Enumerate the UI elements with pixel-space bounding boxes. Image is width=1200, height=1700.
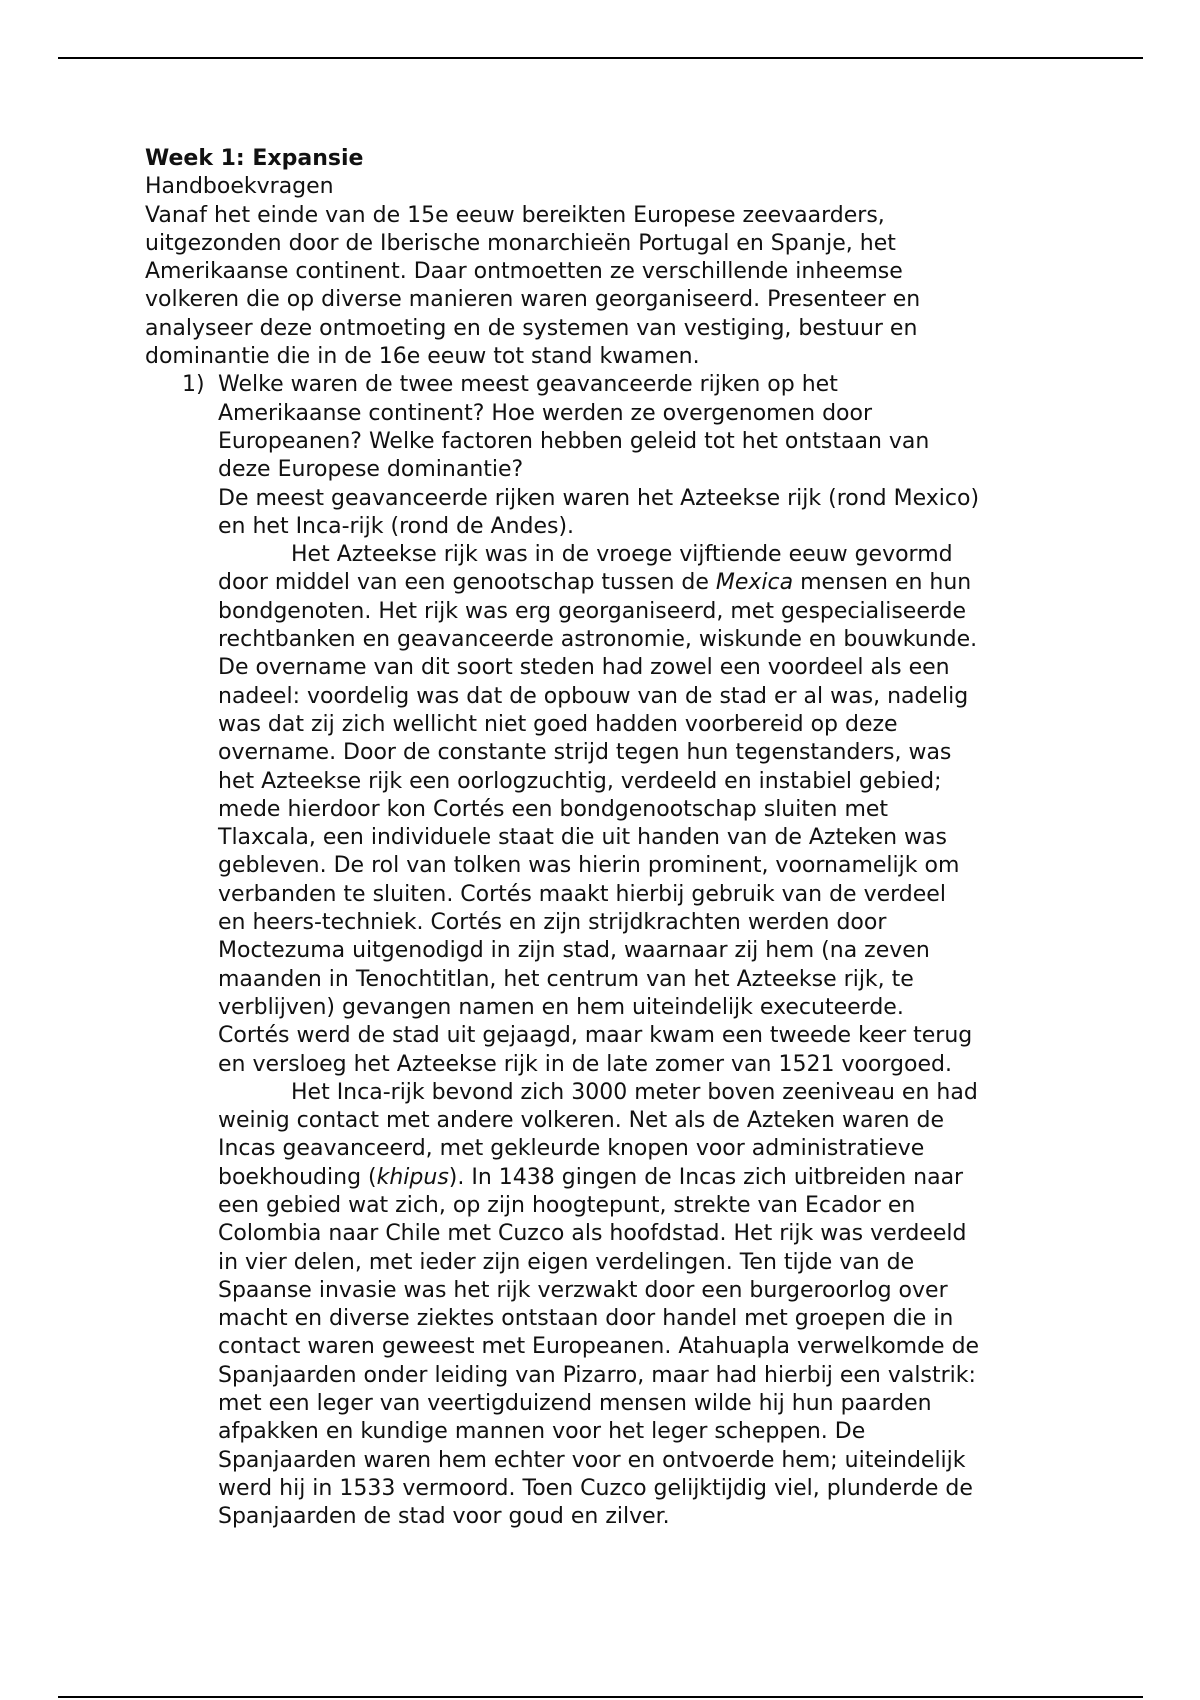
question-line: deze Europese dominantie? bbox=[218, 457, 524, 483]
top-rule bbox=[58, 57, 1143, 59]
aztec-paragraph bbox=[218, 541, 1080, 1079]
aztec-line: Moctezuma uitgenodigd in zijn stad, waarnaar zij hem (na zeven bbox=[218, 938, 930, 964]
aztec-line: Tlaxcala, een individuele staat die uit handen van de Azteken was bbox=[218, 825, 947, 851]
intro-line: uitgezonden door de Iberische monarchieën Portugal en Spanje, het bbox=[145, 230, 896, 256]
inca-line: contact waren geweest met Europeanen. Atahuapla verwelkomde de bbox=[218, 1334, 980, 1360]
aztec-line: overname. Door de constante strijd tegen hun tegenstanders, was bbox=[218, 740, 952, 766]
inca-line: Colombia naar Chile met Cuzco als hoofdstad. Het rijk was verdeeld bbox=[218, 1221, 967, 1247]
intro-paragraph bbox=[145, 202, 1080, 372]
aztec-line: mede hierdoor kon Cortés een bondgenootschap sluiten met bbox=[218, 796, 889, 822]
week-title: Week 1: Expansie bbox=[145, 146, 364, 171]
question-line: Amerikaanse continent? Hoe werden ze overgenomen door bbox=[218, 400, 873, 426]
khipus-term: khipus bbox=[376, 1164, 449, 1190]
aztec-line: en heers-techniek. Cortés en zijn strijdkrachten werden door bbox=[218, 910, 887, 936]
inca-line: Spaanse invasie was het rijk verzwakt door een burgeroorlog over bbox=[218, 1277, 948, 1303]
aztec-line: De overname van dit soort steden had zowel een voordeel als een bbox=[218, 655, 950, 681]
aztec-line: rechtbanken en geavanceerde astronomie, wiskunde en bouwkunde. bbox=[218, 627, 978, 653]
aztec-line: verbanden te sluiten. Cortés maakt hierbij gebruik van de verdeel bbox=[218, 881, 946, 907]
aztec-line: was dat zij zich wellicht niet goed hadden voorbereid op deze bbox=[218, 711, 898, 737]
intro-line: dominantie die in de 16e eeuw tot stand kwamen. bbox=[145, 344, 700, 370]
question-number: 1) bbox=[182, 372, 205, 398]
aztec-line bbox=[218, 569, 1080, 597]
inca-line: Spanjaarden de stad voor goud en zilver. bbox=[218, 1504, 670, 1530]
inca-line: werd hij in 1533 vermoord. Toen Cuzco gelijktijdig viel, plunderde de bbox=[218, 1475, 973, 1501]
aztec-text: door middel van een genootschap tussen de bbox=[218, 570, 716, 596]
intro-line: volkeren die op diverse manieren waren georganiseerd. Presenteer en bbox=[145, 287, 921, 313]
document-body bbox=[145, 145, 1080, 1532]
bottom-rule bbox=[58, 1696, 1143, 1698]
aztec-text: mensen en hun bbox=[793, 570, 972, 596]
inca-text: ). In 1438 gingen de Incas zich uitbreiden naar bbox=[448, 1164, 964, 1190]
inca-line: een gebied wat zich, op zijn hoogtepunt, strekte van Ecador en bbox=[218, 1192, 916, 1218]
inca-line: macht en diverse ziektes ontstaan door handel met groepen die in bbox=[218, 1306, 954, 1332]
intro-line: analyseer deze ontmoeting en de systemen van vestiging, bestuur en bbox=[145, 315, 918, 341]
inca-line: Spanjaarden waren hem echter voor en ontvoerde hem; uiteindelijk bbox=[218, 1447, 966, 1473]
aztec-line: verblijven) gevangen namen en hem uiteindelijk executeerde. bbox=[218, 994, 904, 1020]
aztec-line: het Azteekse rijk een oorlogzuchtig, verdeeld en instabiel gebied; bbox=[218, 768, 942, 794]
aztec-line: gebleven. De rol van tolken was hierin prominent, voornamelijk om bbox=[218, 853, 960, 879]
aztec-line: bondgenoten. Het rijk was erg georganiseerd, met gespecialiseerde bbox=[218, 598, 967, 624]
answer-intro bbox=[218, 485, 1080, 542]
question-list-item bbox=[145, 371, 1080, 1531]
inca-line: in vier delen, met ieder zijn eigen verdelingen. Ten tijde van de bbox=[218, 1249, 915, 1275]
inca-line: Incas geavanceerd, met gekleurde knopen voor administratieve bbox=[218, 1136, 925, 1162]
intro-line: Amerikaanse continent. Daar ontmoetten ze verschillende inheemse bbox=[145, 259, 903, 285]
question-line: Welke waren de twee meest geavanceerde rijken op het bbox=[218, 372, 838, 398]
aztec-line: maanden in Tenochtitlan, het centrum van het Azteekse rijk, te bbox=[218, 966, 914, 992]
question-line: Europeanen? Welke factoren hebben geleid tot het ontstaan van bbox=[218, 428, 930, 454]
inca-line: met een leger van veertigduizend mensen wilde hij hun paarden bbox=[218, 1391, 932, 1417]
answer-line: en het Inca-rijk (rond de Andes). bbox=[218, 513, 575, 539]
inca-paragraph bbox=[218, 1079, 1080, 1532]
aztec-line: en versloeg het Azteekse rijk in de late zomer van 1521 voorgoed. bbox=[218, 1051, 952, 1077]
inca-line: weinig contact met andere volkeren. Net als de Azteken waren de bbox=[218, 1108, 945, 1134]
inca-line: afpakken en kundige mannen voor het leger scheppen. De bbox=[218, 1419, 866, 1445]
aztec-line: Het Azteekse rijk was in de vroege vijftiende eeuw gevormd bbox=[291, 542, 953, 568]
section-subtitle: Handboekvragen bbox=[145, 174, 334, 200]
question-text bbox=[218, 371, 1080, 484]
inca-line: Spanjaarden onder leiding van Pizarro, maar had hierbij een valstrik: bbox=[218, 1362, 976, 1388]
mexica-term: Mexica bbox=[715, 570, 794, 596]
inca-text: boekhouding ( bbox=[218, 1164, 377, 1190]
inca-line: Het Inca-rijk bevond zich 3000 meter boven zeeniveau en had bbox=[291, 1079, 978, 1105]
aztec-line: nadeel: voordelig was dat de opbouw van de stad er al was, nadelig bbox=[218, 683, 969, 709]
inca-line bbox=[218, 1164, 1080, 1192]
aztec-line: Cortés werd de stad uit gejaagd, maar kwam een tweede keer terug bbox=[218, 1023, 973, 1049]
intro-line: Vanaf het einde van de 15e eeuw bereikten Europese zeevaarders, bbox=[145, 202, 885, 228]
answer-line: De meest geavanceerde rijken waren het Azteekse rijk (rond Mexico) bbox=[218, 485, 980, 511]
